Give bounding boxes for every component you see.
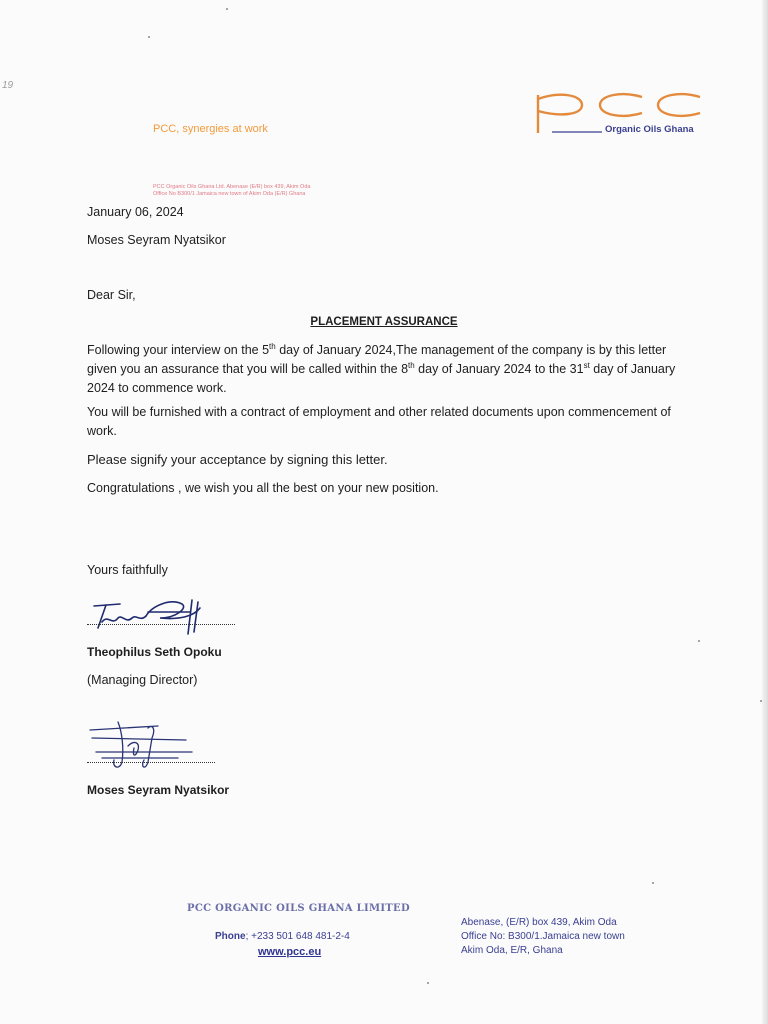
scan-speck — [652, 882, 654, 884]
salutation: Dear Sir, — [87, 288, 136, 302]
acceptor-signature — [88, 718, 198, 774]
footer-company-name: PCC ORGANIC OILS GHANA LIMITED — [187, 903, 410, 914]
paragraph-contract: You will be furnished with a contract of employment and other related documents upon commencement of work. — [87, 405, 671, 438]
signatory-title: (Managing Director) — [87, 673, 198, 687]
scan-speck — [427, 982, 429, 984]
recipient-name: Moses Seyram Nyatsikor — [87, 233, 226, 247]
scan-speck — [226, 8, 228, 10]
acceptor-name: Moses Seyram Nyatsikor — [87, 783, 230, 797]
letter-heading: PLACEMENT ASSURANCE — [310, 316, 458, 328]
paragraph-congratulations: Congratulations , we wish you all the best on your new position. — [87, 481, 439, 495]
signatory-name: Theophilus Seth Opoku — [87, 645, 222, 659]
logo-subtitle: Organic Oils Ghana — [605, 124, 694, 135]
signature-line-director — [87, 624, 235, 625]
scan-speck — [760, 700, 762, 702]
closing: Yours faithfully — [87, 563, 168, 577]
margin-note: 19 — [2, 80, 14, 91]
pcc-logo — [530, 85, 710, 145]
managing-director-signature — [90, 596, 220, 636]
signature-line-acceptor — [87, 762, 215, 763]
page-edge-shadow — [762, 0, 768, 1024]
letterhead-tagline: PCC, synergies at work — [153, 123, 268, 135]
footer-phone: Phone; +233 501 648 481-2-4 — [215, 931, 350, 942]
scan-speck — [148, 36, 150, 38]
letter-date: January 06, 2024 — [87, 205, 184, 219]
scan-speck — [698, 640, 700, 642]
footer-website-link[interactable]: www.pcc.eu — [258, 946, 322, 958]
paragraph-acceptance: Please signify your acceptance by signing this letter. — [87, 452, 388, 467]
footer-address: Abenase, (E/R) box 439, Akim Oda Office No: B300/1.Jamaica new town Akim Oda, E/R, Ghana — [461, 917, 625, 956]
letterhead-faint-address: PCC Organic Oils Ghana Ltd. Abenase (E/R) box 439, Akim Oda Office No B300/1 Jamaica new town of Akim Oda (E/R) Ghana — [153, 184, 311, 197]
paragraph-interview: Following your interview on the 5th day of January 2024,The management of the company is by this letter given you an assurance that you will be called within the 8th day of January 2024 to the 31st day of January 2024 to commence work. — [87, 341, 676, 395]
